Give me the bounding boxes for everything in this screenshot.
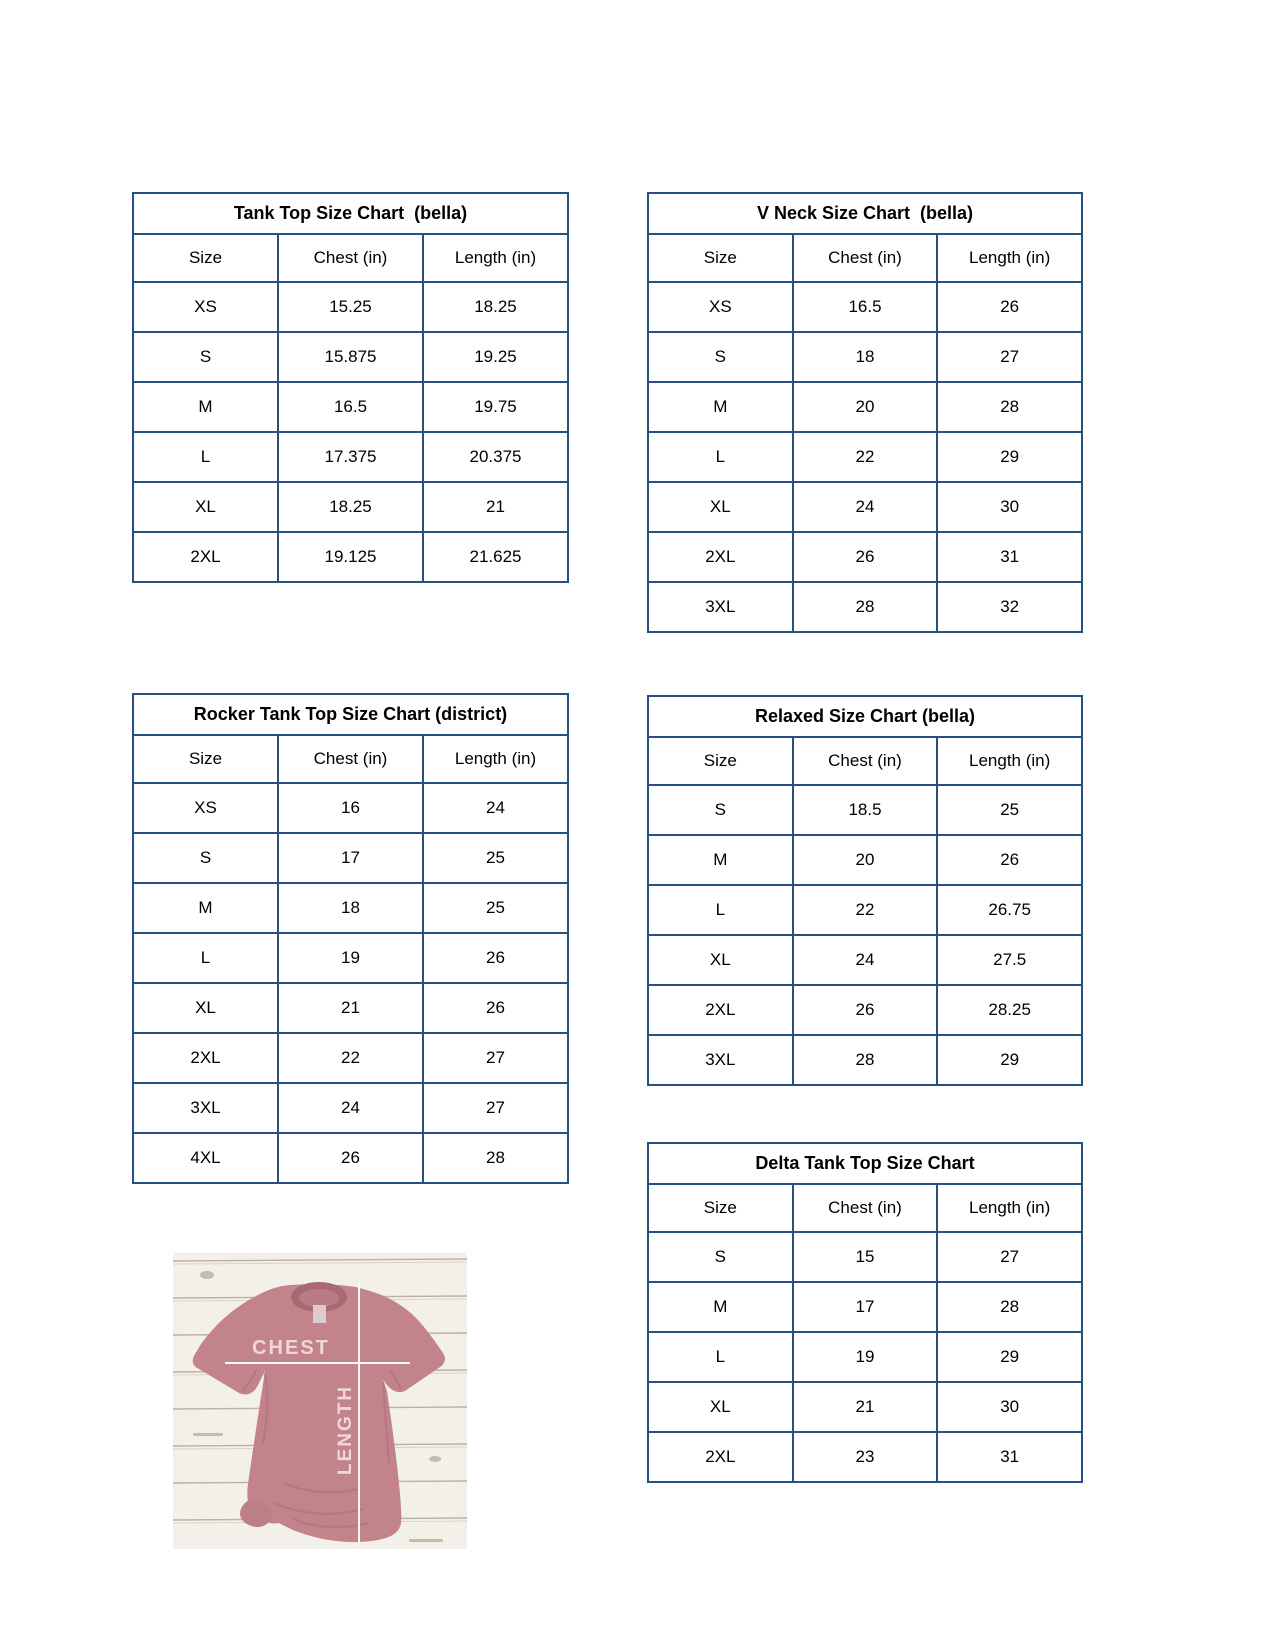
length-cell: 18.25 [423,282,568,332]
length-cell: 29 [937,1332,1082,1382]
column-header: Size [133,234,278,282]
length-cell: 30 [937,482,1082,532]
size-cell: L [648,432,793,482]
column-header: Chest (in) [793,737,938,785]
length-cell: 27.5 [937,935,1082,985]
table-row [133,1033,568,1083]
chest-cell: 15 [793,1232,938,1282]
table-row [133,532,568,582]
column-header: Size [133,735,278,783]
length-cell: 27 [937,332,1082,382]
length-cell: 21 [423,482,568,532]
chest-cell: 19 [278,933,423,983]
column-header: Size [648,1184,793,1232]
column-header: Length (in) [937,1184,1082,1232]
table-row [648,935,1082,985]
size-cell: 2XL [648,532,793,582]
size-cell: 3XL [133,1083,278,1133]
size-cell: S [133,332,278,382]
table-row [648,985,1082,1035]
length-cell: 20.375 [423,432,568,482]
column-header: Length (in) [937,234,1082,282]
chest-cell: 20 [793,382,938,432]
table-row [648,1232,1082,1282]
size-cell: XL [648,935,793,985]
column-header: Length (in) [937,737,1082,785]
chest-cell: 18.5 [793,785,938,835]
size-cell: XS [133,282,278,332]
rocker-tank-top-size-chart-table [132,693,569,1184]
size-cell: XL [648,482,793,532]
size-cell: M [648,1282,793,1332]
chest-cell: 16.5 [278,382,423,432]
length-cell: 31 [937,532,1082,582]
chest-cell: 24 [793,935,938,985]
chest-cell: 15.25 [278,282,423,332]
v-neck-size-chart-table [647,192,1083,633]
length-cell: 27 [423,1083,568,1133]
length-cell: 26 [937,282,1082,332]
table-row [648,885,1082,935]
column-header: Length (in) [423,234,568,282]
chest-cell: 28 [793,1035,938,1085]
table-row [133,933,568,983]
size-cell: XL [648,1382,793,1432]
chest-cell: 17.375 [278,432,423,482]
chest-cell: 18.25 [278,482,423,532]
table-row [648,382,1082,432]
chest-cell: 26 [278,1133,423,1183]
size-cell: L [133,432,278,482]
relaxed-size-chart-table [647,695,1083,1086]
table-row [133,482,568,532]
size-cell: 3XL [648,582,793,632]
table-row [133,883,568,933]
table-title: Delta Tank Top Size Chart [648,1143,1082,1184]
table-row [648,835,1082,885]
size-cell: XS [648,282,793,332]
length-cell: 25 [423,883,568,933]
column-header: Chest (in) [278,735,423,783]
size-cell: 2XL [133,1033,278,1083]
length-cell: 28.25 [937,985,1082,1035]
chest-cell: 19 [793,1332,938,1382]
size-cell: S [648,332,793,382]
chest-cell: 18 [793,332,938,382]
table-row [648,432,1082,482]
chest-cell: 21 [278,983,423,1033]
table-row [648,1382,1082,1432]
size-cell: 3XL [648,1035,793,1085]
table-row [133,432,568,482]
chest-cell: 22 [793,885,938,935]
length-cell: 28 [423,1133,568,1183]
table-row [133,382,568,432]
delta-tank-top-size-chart-table [647,1142,1083,1483]
column-header: Size [648,737,793,785]
table-row [648,1432,1082,1482]
column-header: Size [648,234,793,282]
size-cell: M [648,835,793,885]
chest-cell: 24 [793,482,938,532]
table-row [133,1133,568,1183]
length-cell: 32 [937,582,1082,632]
size-cell: 4XL [133,1133,278,1183]
size-cell: XL [133,482,278,532]
care-label [313,1305,326,1323]
size-cell: 2XL [648,1432,793,1482]
table-row [133,282,568,332]
size-cell: M [133,883,278,933]
chest-cell: 16 [278,783,423,833]
chest-label: CHEST [252,1337,330,1359]
length-cell: 28 [937,1282,1082,1332]
table-row [648,532,1082,582]
length-cell: 21.625 [423,532,568,582]
chest-cell: 23 [793,1432,938,1482]
chest-cell: 17 [278,833,423,883]
tank-top-size-chart-table [132,192,569,583]
length-cell: 19.25 [423,332,568,382]
table-row [648,1282,1082,1332]
table-row [648,582,1082,632]
size-cell: L [648,885,793,935]
column-header: Chest (in) [278,234,423,282]
size-cell: 2XL [648,985,793,1035]
chest-cell: 24 [278,1083,423,1133]
table-row [648,1035,1082,1085]
length-cell: 26 [423,933,568,983]
table-row [648,332,1082,382]
table-row [133,983,568,1033]
chest-cell: 26 [793,532,938,582]
table-row [648,785,1082,835]
table-title: Tank Top Size Chart (bella) [133,193,568,234]
size-cell: S [133,833,278,883]
chest-cell: 15.875 [278,332,423,382]
length-cell: 25 [937,785,1082,835]
size-cell: S [648,785,793,835]
table-title: V Neck Size Chart (bella) [648,193,1082,234]
table-row [133,332,568,382]
length-cell: 26.75 [937,885,1082,935]
column-header: Length (in) [423,735,568,783]
chest-cell: 22 [793,432,938,482]
chest-cell: 22 [278,1033,423,1083]
length-cell: 31 [937,1432,1082,1482]
chest-cell: 16.5 [793,282,938,332]
chest-cell: 17 [793,1282,938,1332]
size-cell: M [133,382,278,432]
chest-cell: 18 [278,883,423,933]
length-cell: 28 [937,382,1082,432]
chest-cell: 20 [793,835,938,885]
length-cell: 27 [423,1033,568,1083]
chest-cell: 21 [793,1382,938,1432]
table-row [648,282,1082,332]
size-cell: L [648,1332,793,1382]
length-cell: 30 [937,1382,1082,1432]
size-cell: 2XL [133,532,278,582]
length-cell: 29 [937,432,1082,482]
length-cell: 26 [937,835,1082,885]
length-cell: 24 [423,783,568,833]
table-row [133,783,568,833]
tshirt-measurement-illustration [173,1253,467,1549]
column-header: Chest (in) [793,1184,938,1232]
chest-cell: 26 [793,985,938,1035]
size-guide-photo [173,1253,467,1549]
table-row [133,833,568,883]
chest-cell: 28 [793,582,938,632]
table-row [648,1332,1082,1382]
length-cell: 19.75 [423,382,568,432]
table-row [133,1083,568,1133]
length-cell: 25 [423,833,568,883]
size-cell: L [133,933,278,983]
size-cell: M [648,382,793,432]
size-cell: S [648,1232,793,1282]
size-cell: XL [133,983,278,1033]
size-cell: XS [133,783,278,833]
length-cell: 27 [937,1232,1082,1282]
chest-cell: 19.125 [278,532,423,582]
table-title: Relaxed Size Chart (bella) [648,696,1082,737]
length-cell: 26 [423,983,568,1033]
table-row [648,482,1082,532]
column-header: Chest (in) [793,234,938,282]
length-cell: 29 [937,1035,1082,1085]
length-label: LENGTH [335,1384,356,1475]
table-title: Rocker Tank Top Size Chart (district) [133,694,568,735]
